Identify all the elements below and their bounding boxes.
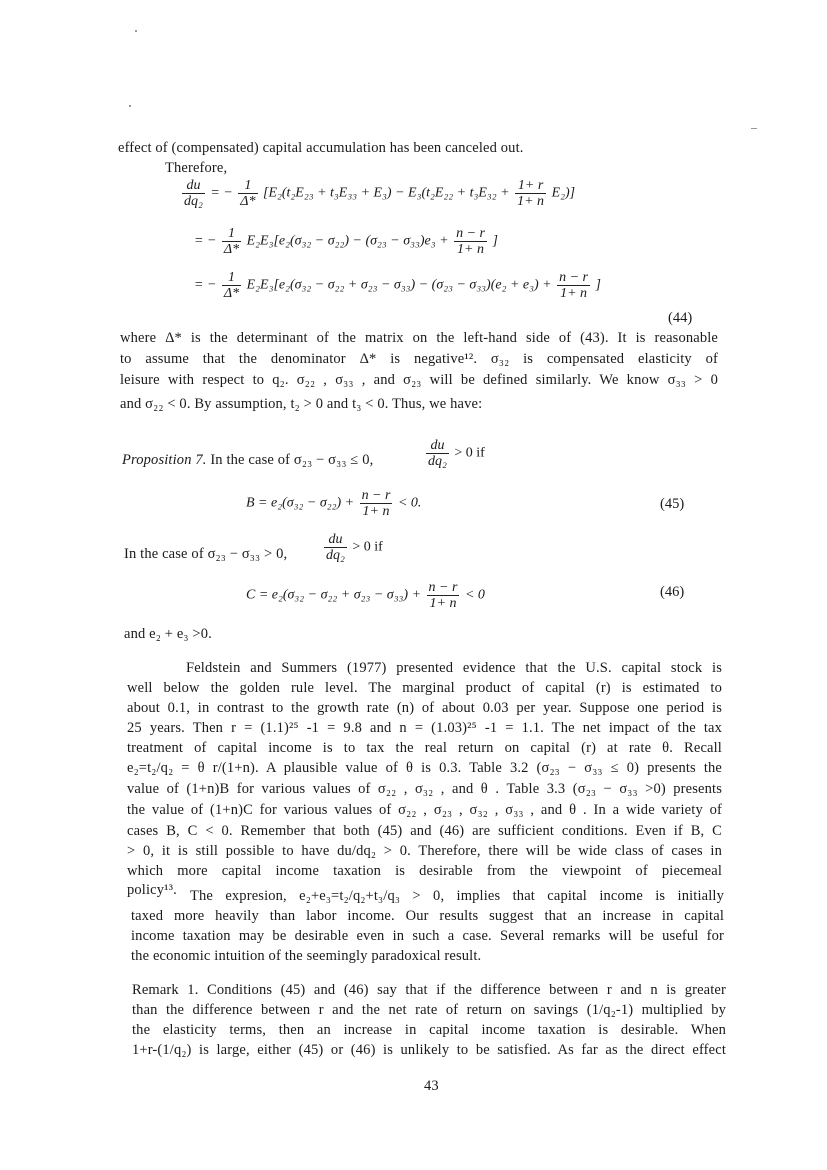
equation-45 xyxy=(246,488,421,519)
dq2-denominator: dq₂ xyxy=(326,548,345,563)
eq44-expr-line2: E₂E₃[e₂(σ₃₂ − σ₂₂) − (σ₂₃ − σ₃₃)e₃ + xyxy=(246,233,449,249)
case-2-condition: In the case of σ₂₃ − σ₃₃ > 0, xyxy=(124,546,288,562)
equation-44-line-1 xyxy=(180,178,575,209)
one-plus-r: 1+ r xyxy=(515,178,546,194)
bracket: ] xyxy=(492,233,498,249)
scan-speck xyxy=(751,128,757,129)
case-2-then: > 0 if xyxy=(352,539,383,555)
text-line: and σ₂₂ < 0. By assumption, t₂ > 0 and t₃ < 0. Thus, we have: xyxy=(120,396,483,412)
eq45-expr: B = e₂(σ₃₂ − σ₂₂) + xyxy=(246,495,355,511)
remark-line: Remark 1. Conditions (45) and (46) say that if the difference between r and n is greater xyxy=(132,982,726,998)
du-numerator: du xyxy=(426,438,449,454)
one: 1 xyxy=(238,178,257,194)
proposition-condition: In the case of σ₂₃ − σ₃₃ ≤ 0, xyxy=(210,452,374,468)
paragraph-line: which more capital income taxation is desirable from the viewpoint of piecemeal xyxy=(127,863,722,879)
one-plus-n: 1+ n xyxy=(429,596,457,611)
delta-star: Δ* xyxy=(223,242,240,257)
eq46-expr: C = e₂(σ₃₂ − σ₂₂ + σ₂₃ − σ₃₃) + xyxy=(246,587,422,603)
paragraph-line: taxed more heavily than labor income. Our results suggest that an increase in capital xyxy=(131,908,724,924)
equation-44-line-3 xyxy=(194,270,601,301)
du-numerator: du xyxy=(182,178,205,194)
text-line: Therefore, xyxy=(165,160,228,176)
paragraph-line: 25 years. Then r = (1.1)²⁵ -1 = 9.8 and n = (1.03)²⁵ -1 = 1.1. The net impact of the tax xyxy=(127,720,722,736)
paragraph-line: e₂=t₂/q₂ = θ r/(1+n). A plausible value of θ is 0.3. Table 3.2 (σ₂₃ − σ₃₃ ≤ 0) presents the xyxy=(127,760,722,776)
minus-sign: = − xyxy=(194,233,217,249)
dq2-denominator: dq₂ xyxy=(184,194,203,209)
remark-line: the elasticity terms, then an increase in capital income taxation is desirable. When xyxy=(132,1022,726,1038)
bracket: ] xyxy=(595,277,601,293)
paragraph-line: the economic intuition of the seemingly paradoxical result. xyxy=(131,948,482,964)
paragraph-line: the value of (1+n)C for various values of σ₂₂ , σ₂₃ , σ₃₂ , σ₃₃ , and θ . In a wide variety of xyxy=(127,802,722,818)
scan-speck xyxy=(129,105,131,107)
equation-number-45: (45) xyxy=(660,496,685,512)
paragraph-line: The expresion, e₂+e₃=t₂/q₂+t₃/q₃ > 0, implies that capital income is initially xyxy=(190,888,724,904)
proposition-then: > 0 if xyxy=(454,445,485,461)
one-plus-n: 1+ n xyxy=(362,504,390,519)
equation-46 xyxy=(246,580,485,611)
n-minus-r: n − r xyxy=(428,580,458,595)
proposition-label: Proposition 7. xyxy=(122,452,207,468)
eq44-expr-line3: E₂E₃[e₂(σ₃₂ − σ₂₂ + σ₂₃ − σ₃₃) − (σ₂₃ − σ₃₃)(e₂ + e₃) + xyxy=(246,277,552,293)
text-line: effect of (compensated) capital accumulation has been canceled out. xyxy=(118,140,524,156)
page-number: 43 xyxy=(424,1078,439,1094)
paragraph-line: value of (1+n)B for various values of σ₂₂ , σ₃₂ , and θ . Table 3.3 (σ₂₃ − σ₃₃ >0) presents xyxy=(127,781,722,797)
equation-44-line-2 xyxy=(194,226,498,257)
minus-sign: = − xyxy=(210,185,233,201)
eq44-expr-a: [E₂(t₂E₂₃ + t₃E₃₃ + E₃) − E₃(t₂E₂₂ + t₃E₃₂ + xyxy=(263,185,510,201)
proposition-7 xyxy=(122,452,373,469)
paragraph-line: Feldstein and Summers (1977) presented evidence that the U.S. capital stock is xyxy=(186,660,722,676)
paragraph-line: well below the golden rule level. The marginal product of capital (r) is estimated to xyxy=(127,680,722,696)
paragraph-line: about 0.1, in contrast to the growth rate (n) of about 0.03 per year. Suppose one period is xyxy=(127,700,722,716)
paragraph-line: income taxation may be desirable even in such a case. Several remarks will be useful for xyxy=(131,928,724,944)
delta-star: Δ* xyxy=(223,286,240,301)
equation-number-44: (44) xyxy=(668,310,693,326)
scan-speck xyxy=(135,30,137,32)
remark-line: than the difference between r and the net rate of return on savings (1/q₂-1) multiplied by xyxy=(132,1002,726,1018)
n-minus-r: n − r xyxy=(456,226,485,241)
text-line: and e₂ + e₃ >0. xyxy=(124,626,212,642)
n-minus-r: n − r xyxy=(559,270,588,285)
delta-star: Δ* xyxy=(240,194,256,209)
remark-line: 1+r-(1/q₂) is large, either (45) or (46) is unlikely to be satisfied. As far as the direct effect xyxy=(132,1042,726,1058)
one: 1 xyxy=(222,226,241,242)
one-plus-n: 1+ n xyxy=(560,286,588,301)
text-line: leisure with respect to q₂. σ₂₂ , σ₃₃ , and σ₂₃ will be defined similarly. We know σ₃₃ > 0 xyxy=(120,372,718,388)
paragraph-line: cases B, C < 0. Remember that both (45) and (46) are sufficient conditions. Even if B, C xyxy=(127,823,722,839)
dq2-denominator: dq₂ xyxy=(428,454,447,469)
one: 1 xyxy=(222,270,241,286)
one-plus-n: 1+ n xyxy=(457,242,484,257)
text-line: to assume that the denominator Δ* is negative¹². σ₃₂ is compensated elasticity of xyxy=(120,351,718,367)
paragraph-line: > 0, it is still possible to have du/dq₂ > 0. Therefore, there will be wide class of cases in xyxy=(127,843,722,859)
paragraph-line: policy¹³. xyxy=(127,882,177,898)
eq46-end: < 0 xyxy=(464,587,485,603)
n-minus-r: n − r xyxy=(361,488,391,503)
one-plus-n: 1+ n xyxy=(517,194,545,209)
paragraph-line: treatment of capital income is to tax the real return on capital (r) at rate θ. Recall xyxy=(127,740,722,756)
eq44-expr-b: E₂)] xyxy=(551,185,576,201)
case-2-derivative xyxy=(322,532,383,563)
equation-number-46: (46) xyxy=(660,584,685,600)
text-line: where Δ* is the determinant of the matrix on the left-hand side of (43). It is reasonable xyxy=(120,330,718,346)
proposition-derivative xyxy=(424,438,485,469)
du-numerator: du xyxy=(324,532,347,548)
eq45-end: < 0. xyxy=(397,495,422,511)
minus-sign: = − xyxy=(194,277,217,293)
